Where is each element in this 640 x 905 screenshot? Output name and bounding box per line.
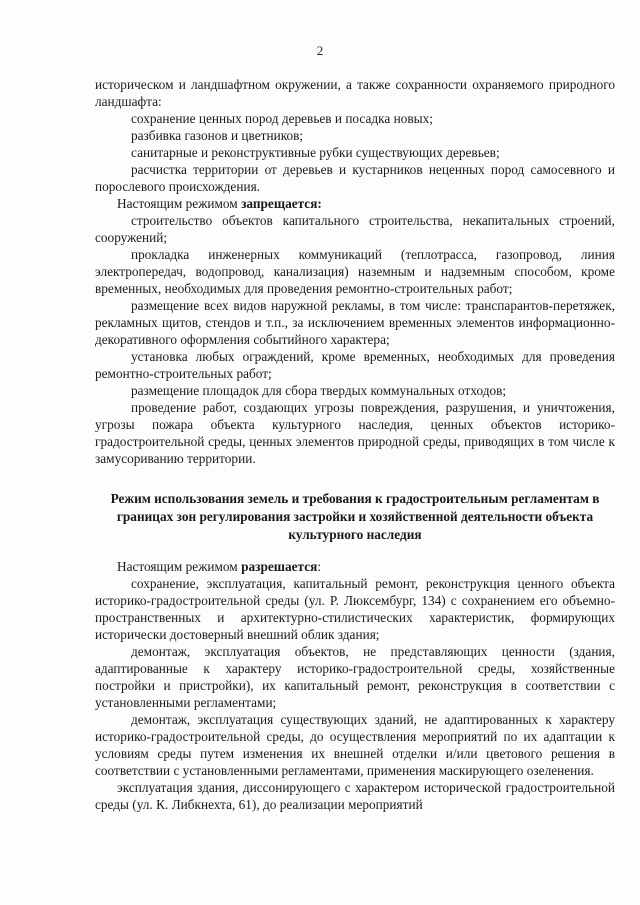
prohibited-item: установка любых ограждений, кроме временных, необходимых для проведения ремонтно-строительных работ; [95,349,615,381]
allowed-item: санитарные и реконструктивные рубки существующих деревьев; [131,145,500,160]
prohibited-item: прокладка инженерных коммуникаций (теплотрасса, газопровод, линия электропередач, водопровод, канализация) наземным и надземным способом, кроме временных, необходимых для проведения ремонтно-строительных работ; [95,247,615,296]
paragraph-intro: историческом и ландшафтном окружении, а также сохранности охраняемого природного ландшафта: [95,77,615,109]
section-allowed-intro-text: Настоящим режимом [117,559,242,574]
prohibited-item: строительство объектов капитального строительства, некапитальных строений, сооружений; [95,213,615,245]
prohibited-intro-text: Настоящим режимом [117,196,242,211]
prohibited-item: размещение всех видов наружной рекламы, в том числе: транспарантов-перетяжек, рекламных щитов, стендов и т.п., за исключением временных элементов информационно-декоративного оформления событийного характера; [95,298,615,347]
allowed-item: расчистка территории от деревьев и кустарников неценных пород самосевного и порослевого происхождения. [95,162,615,194]
prohibited-item: размещение площадок для сбора твердых коммунальных отходов; [131,383,507,398]
section-item: демонтаж, эксплуатация существующих зданий, не адаптированных к характеру историко-градостроительной среды, до осуществления мероприятий по их адаптации к условиям среды путем изменения их внешней отделки и/или цветового решения в соответствии с установленными регламентами, применения маскирующего озеленения. [95,712,615,778]
section-allowed-intro-emphasis: разрешается [241,559,318,574]
prohibited-intro [95,195,615,212]
allowed-item: сохранение ценных пород деревьев и посадка новых; [131,111,433,126]
section-allowed-intro-colon: : [317,559,322,574]
section-heading: Режим использования земель и требования к градостроительным регламентам в границах зон регулирования застройки и хозяйственной деятельности объекта культурного наследия [110,491,600,542]
section-allowed-intro [95,558,615,575]
prohibited-item: проведение работ, создающих угрозы повреждения, разрушения, и уничтожения, угрозы пожара объекта культурного наследия, ценных объектов историко-градостроительной среды, ценных элементов природной среды, приводящих в том числе к замусориванию территории. [95,400,615,466]
section-item: сохранение, эксплуатация, капитальный ремонт, реконструкция ценного объекта историко-градостроительной среды (ул. Р. Люксембург, 134) с сохранением его объемно-пространственных и архитектурно-стилистических характеристик, формирующих исторически достоверный внешний облик здания; [95,576,615,642]
section-item: демонтаж, эксплуатация объектов, не представляющих ценности (здания, адаптированные к характеру историко-градостроительной среды, хозяйственные постройки и пристройки), их капитальный ремонт, реконструкция в соответствии с установленными регламентами; [95,644,615,710]
document-body [95,76,615,813]
section-item: эксплуатация здания, диссонирующего с характером исторической градостроительной среды (ул. К. Либкнехта, 61), до реализации мероприятий [95,780,615,812]
prohibited-intro-emphasis: запрещается: [241,196,322,211]
allowed-item: разбивка газонов и цветников; [131,128,304,143]
page-number: 2 [316,43,324,58]
